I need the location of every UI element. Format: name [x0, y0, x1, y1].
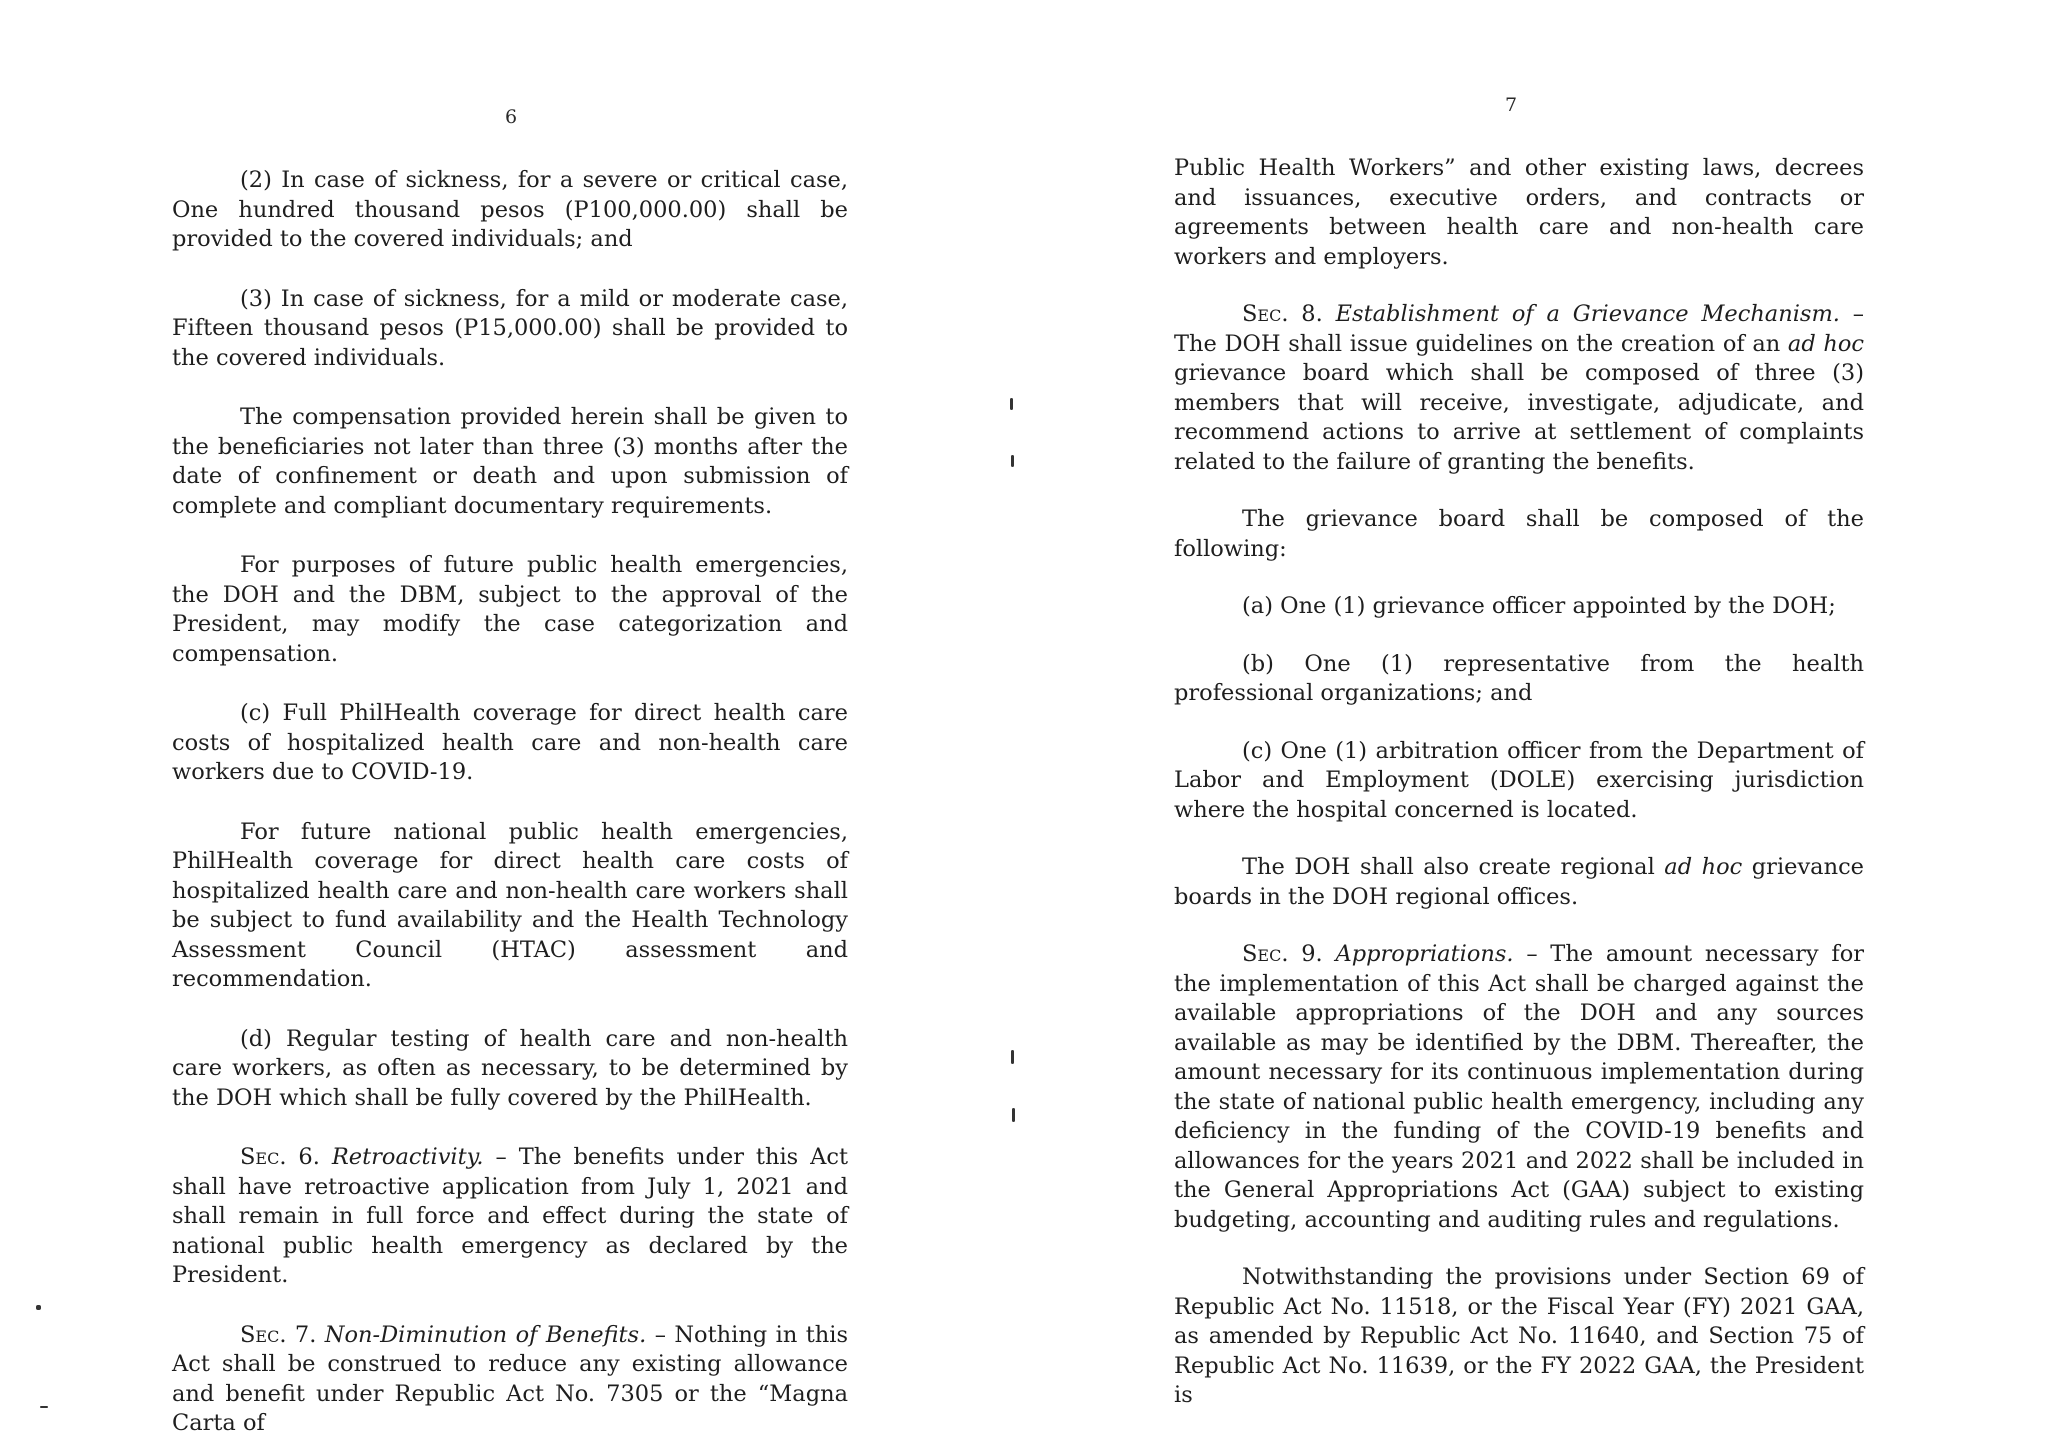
paragraph-continuation: Public Health Workers” and other existing laws, decrees and issuances, executive orders, and contracts or agreements between health care and non-health care workers and employers.	[1174, 155, 1864, 270]
scan-speck	[1011, 1050, 1014, 1064]
section-7-non-diminution	[172, 1321, 848, 1439]
section-6-retroactivity	[172, 1143, 848, 1291]
paragraph-future-emergencies: For purposes of future public health emergencies, the DOH and the DBM, subject to the approval of the President, may modify the case categorization and compensation.	[172, 552, 848, 667]
section-body: – Nothing in this Act shall be construed to reduce any existing allowance and benefit under Republic Act No. 7305 or the “Magna Carta of	[172, 1321, 849, 1436]
scan-speck	[1011, 455, 1014, 467]
section-8-grievance-mechanism	[1174, 300, 1864, 477]
scan-speck	[40, 1406, 48, 1408]
section-title: Establishment of a Grievance Mechanism.	[1335, 301, 1840, 327]
paragraph-philhealth-coverage: (c) Full PhilHealth coverage for direct health care costs of hospitalized health care and non-health care workers due to COVID-19.	[172, 700, 848, 785]
paragraph-severe-case: (2) In case of sickness, for a severe or critical case, One hundred thousand pesos (P100,000.00) shall be provided to the covered individuals; and	[172, 167, 848, 252]
list-item-c: (c) One (1) arbitration officer from the Department of Labor and Employment (DOLE) exercising jurisdiction where the hospital concerned is located.	[1174, 737, 1864, 823]
section-title: Appropriations.	[1335, 941, 1514, 967]
page-number: 6	[505, 106, 518, 128]
section-label: Sec. 8.	[1242, 301, 1323, 327]
right-column	[1174, 154, 1864, 1411]
section-body: – The amount necessary for the implementation of this Act shall be charged against the available appropriations of the DOH and any sources available as may be identified by the DBM. Thereafter, the amount necessary for its continuous implementation during the state of national public health emergency, including any deficiency in the funding of the COVID-19 benefits and allowances for the years 2021 and 2022 shall be included in the General Appropriations Act (GAA) subject to existing budgeting, accounting and auditing rules and regulations.	[1174, 941, 1864, 1233]
section-label: Sec. 7.	[240, 1321, 317, 1348]
list-item-a: (a) One (1) grievance officer appointed by the DOH;	[1242, 593, 1836, 619]
right-page	[1024, 0, 2048, 1448]
section-body-cont: grievance board which shall be composed of three (3) members that will receive, investigate, adjudicate, and recommend actions to arrive at settlement of complaints related to the failure of granting the benefits.	[1174, 360, 1864, 475]
left-column	[172, 166, 848, 1439]
section-label: Sec. 9.	[1242, 941, 1323, 967]
paragraph-future-philhealth: For future national public health emergencies, PhilHealth coverage for direct health care costs of hospitalized health care and non-health care workers shall be subject to fund availability and the Health Technology Assessment Council (HTAC) assessment and recommendation.	[172, 818, 848, 992]
section-body: – The DOH shall issue guidelines on the creation of an	[1174, 301, 1865, 357]
paragraph-regional-boards	[1174, 853, 1864, 912]
section-9-appropriations	[1174, 940, 1864, 1235]
section-title: Non-Diminution of Benefits.	[324, 1321, 647, 1348]
section-title: Retroactivity.	[331, 1144, 484, 1170]
paragraph-notwithstanding: Notwithstanding the provisions under Section 69 of Republic Act No. 11518, or the Fiscal Year (FY) 2021 GAA, as amended by Republic Act No. 11640, and Section 75 of Republic Act No. 11639, or the FY 2022 GAA, the President is	[1174, 1264, 1864, 1408]
section-body: – The benefits under this Act shall have retroactive application from July 1, 2021 and shall remain in full force and effect during the state of national public health emergency as declared by the President.	[172, 1144, 849, 1288]
section-label: Sec. 6.	[240, 1144, 320, 1170]
scan-speck	[36, 1305, 41, 1310]
page-number: 7	[1505, 94, 1518, 116]
paragraph-compensation-timing: The compensation provided herein shall be given to the beneficiaries not later than three (3) months after the date of confinement or death and upon submission of complete and compliant documentary requirements.	[172, 404, 848, 519]
regional-text-cont: grievance boards in the DOH regional offices.	[1174, 854, 1864, 910]
list-item-b: (b) One (1) representative from the health professional organizations; and	[1174, 650, 1864, 706]
paragraph-regular-testing: (d) Regular testing of health care and non-health care workers, as often as necessary, to be determined by the DOH which shall be fully covered by the PhilHealth.	[172, 1025, 848, 1111]
paragraph-mild-case: (3) In case of sickness, for a mild or moderate case, Fifteen thousand pesos (P15,000.00) shall be provided to the covered individuals.	[172, 285, 848, 371]
ad-hoc-term: ad hoc	[1664, 854, 1743, 880]
paragraph-board-intro: The grievance board shall be composed of the following:	[1174, 506, 1864, 562]
regional-text: The DOH shall also create regional	[1242, 854, 1655, 880]
ad-hoc-term: ad hoc	[1787, 330, 1865, 357]
scan-speck	[1012, 1108, 1015, 1122]
scan-speck	[1010, 398, 1013, 410]
